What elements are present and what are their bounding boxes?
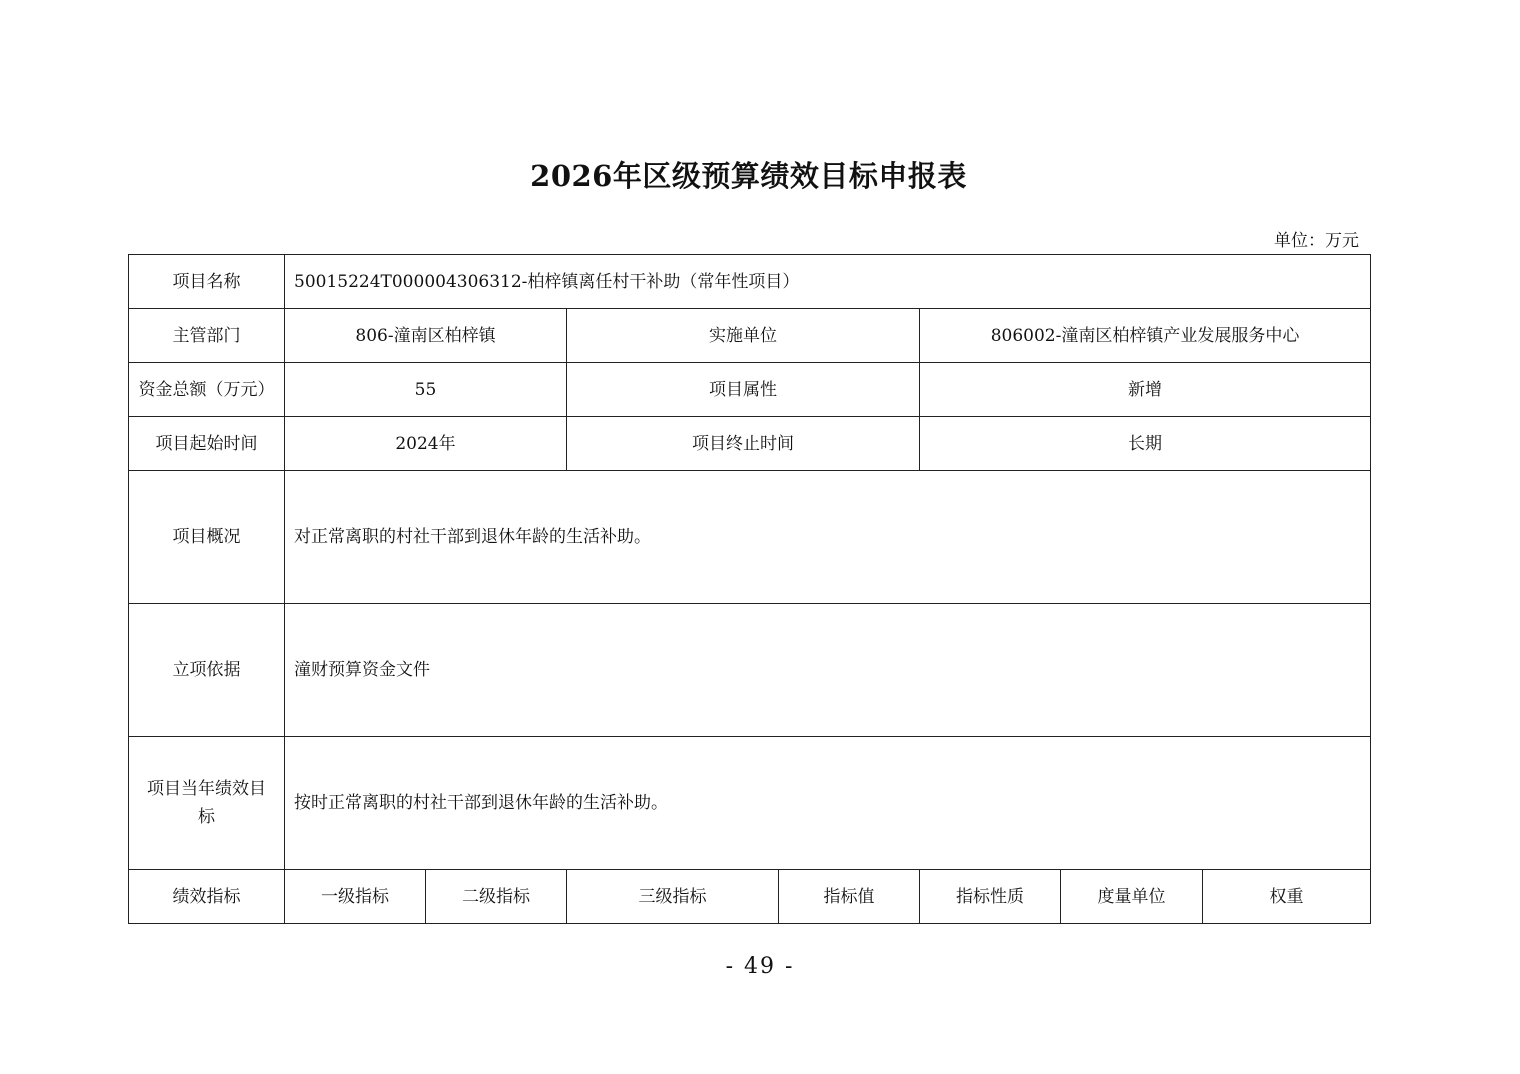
department-value: 806-潼南区柏梓镇 — [285, 309, 567, 363]
department-label: 主管部门 — [129, 309, 285, 363]
overview-label: 项目概况 — [129, 471, 285, 604]
indicator-header-level1: 一级指标 — [285, 870, 426, 924]
project-name-value: 50015224T000004306312-柏梓镇离任村干补助（常年性项目） — [285, 255, 1371, 309]
indicators-label: 绩效指标 — [129, 870, 285, 924]
document-title: 2026年区级预算绩效目标申报表 — [530, 159, 967, 193]
implementing-unit-label: 实施单位 — [567, 309, 920, 363]
row-annual-goal — [129, 737, 1371, 870]
indicator-header-unit: 度量单位 — [1061, 870, 1203, 924]
end-time-value: 长期 — [920, 417, 1371, 471]
budget-performance-form — [128, 254, 1371, 924]
row-basis — [129, 604, 1371, 737]
row-time — [129, 417, 1371, 471]
basis-value: 潼财预算资金文件 — [285, 604, 1371, 737]
annual-goal-value: 按时正常离职的村社干部到退休年龄的生活补助。 — [285, 737, 1371, 870]
project-attribute-label: 项目属性 — [567, 363, 920, 417]
start-time-label: 项目起始时间 — [129, 417, 285, 471]
row-department — [129, 309, 1371, 363]
row-overview — [129, 471, 1371, 604]
indicator-header-value: 指标值 — [779, 870, 920, 924]
basis-label: 立项依据 — [129, 604, 285, 737]
overview-value: 对正常离职的村社干部到退休年龄的生活补助。 — [285, 471, 1371, 604]
annual-goal-label: 项目当年绩效目标 — [129, 737, 285, 870]
project-attribute-value: 新增 — [920, 363, 1371, 417]
page-number: - 49 - — [725, 954, 795, 979]
indicator-header-level2: 二级指标 — [426, 870, 567, 924]
end-time-label: 项目终止时间 — [567, 417, 920, 471]
start-time-value: 2024年 — [285, 417, 567, 471]
project-name-label: 项目名称 — [129, 255, 285, 309]
implementing-unit-value: 806002-潼南区柏梓镇产业发展服务中心 — [920, 309, 1371, 363]
unit-label: 单位：万元 — [1274, 231, 1359, 251]
row-funds — [129, 363, 1371, 417]
indicator-header-nature: 指标性质 — [920, 870, 1061, 924]
indicator-header-level3: 三级指标 — [567, 870, 779, 924]
row-project-name — [129, 255, 1371, 309]
total-funds-label: 资金总额（万元） — [129, 363, 285, 417]
total-funds-value: 55 — [285, 363, 567, 417]
indicator-header-weight: 权重 — [1203, 870, 1371, 924]
row-indicators-header — [129, 870, 1371, 924]
